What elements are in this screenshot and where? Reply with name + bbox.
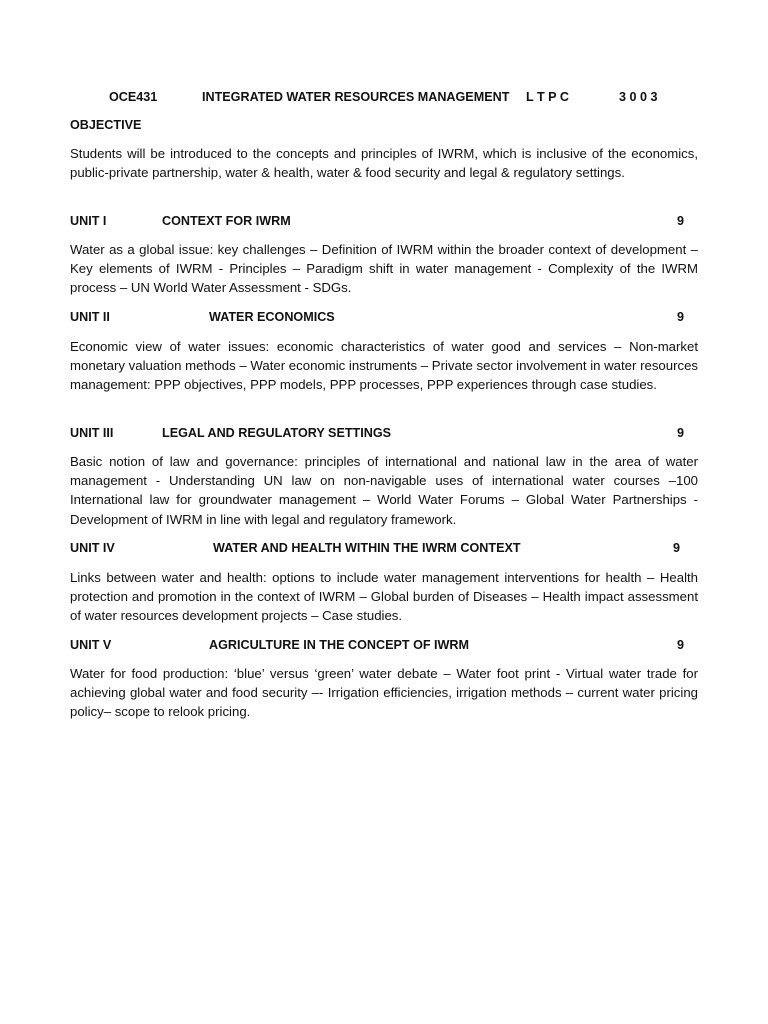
unit-text-1: Water as a global issue: key challenges – Definition of IWRM within the broader context of development – Key elements of IWRM - Principles – Paradigm shift in water management - Complexity of the IWRM process – UN World Water Assessment - SDGs. (70, 242, 698, 296)
course-header (70, 88, 698, 108)
unit-title: WATER ECONOMICS (209, 310, 335, 324)
course-code: OCE431 (109, 90, 158, 104)
unit-heading-4 (70, 539, 698, 559)
unit-text-5: Water for food production: ‘blue’ versus ‘green’ water debate – Water foot print - Virtual water trade for achieving global water and food security –- Irrigation efficiencies, irrigation methods – current water pricing policy– scope to relook pricing. (70, 666, 698, 720)
objective-heading: OBJECTIVE (70, 118, 142, 132)
unit-text-4: Links between water and health: options to include water management interventions for health – Health protection and promotion in the context of IWRM – Global burden of Diseases – Health impact assessment of water resources development projects – Case studies. (70, 570, 698, 624)
unit-hours: 9 (676, 214, 684, 228)
unit-hours: 9 (676, 310, 684, 324)
unit-hours: 9 (672, 541, 680, 555)
objective-text: Students will be introduced to the concepts and principles of IWRM, which is inclusive of the economics, public-private partnership, water & health, water & food security and legal & regulatory settings. (70, 146, 698, 181)
unit-title: WATER AND HEALTH WITHIN THE IWRM CONTEXT (213, 541, 521, 555)
unit-title: AGRICULTURE IN THE CONCEPT OF IWRM (209, 638, 470, 652)
unit-label: UNIT III (70, 426, 114, 440)
unit-label: UNIT IV (70, 541, 115, 555)
unit-label: UNIT II (70, 310, 110, 324)
ltpc-label: L T P C (526, 90, 569, 104)
unit-title: CONTEXT FOR IWRM (162, 214, 291, 228)
unit-hours: 9 (676, 426, 684, 440)
unit-label: UNIT I (70, 214, 107, 228)
unit-text-3: Basic notion of law and governance: principles of international and national law in the area of water management - Understanding UN law on non-navigable uses of international water courses –100 International law for groundwater management – World Water Forums – Global Water Partnerships - Development of IWRM in line with legal and regulatory framework. (70, 454, 698, 527)
unit-heading-2 (70, 308, 698, 328)
ltpc-values: 3 0 0 3 (619, 90, 658, 104)
unit-title: LEGAL AND REGULATORY SETTINGS (162, 426, 392, 440)
unit-text-2: Economic view of water issues: economic characteristics of water good and services – Non-market monetary valuation methods – Water economic instruments – Private sector involvement in water resources management: PPP objectives, PPP models, PPP processes, PPP experiences through case studies. (70, 339, 698, 393)
unit-heading-5 (70, 636, 698, 656)
objective-heading-row (70, 116, 698, 136)
course-title: INTEGRATED WATER RESOURCES MANAGEMENT (202, 90, 510, 104)
unit-heading-1 (70, 212, 698, 232)
unit-label: UNIT V (70, 638, 112, 652)
unit-hours: 9 (676, 638, 684, 652)
unit-heading-3 (70, 424, 698, 444)
